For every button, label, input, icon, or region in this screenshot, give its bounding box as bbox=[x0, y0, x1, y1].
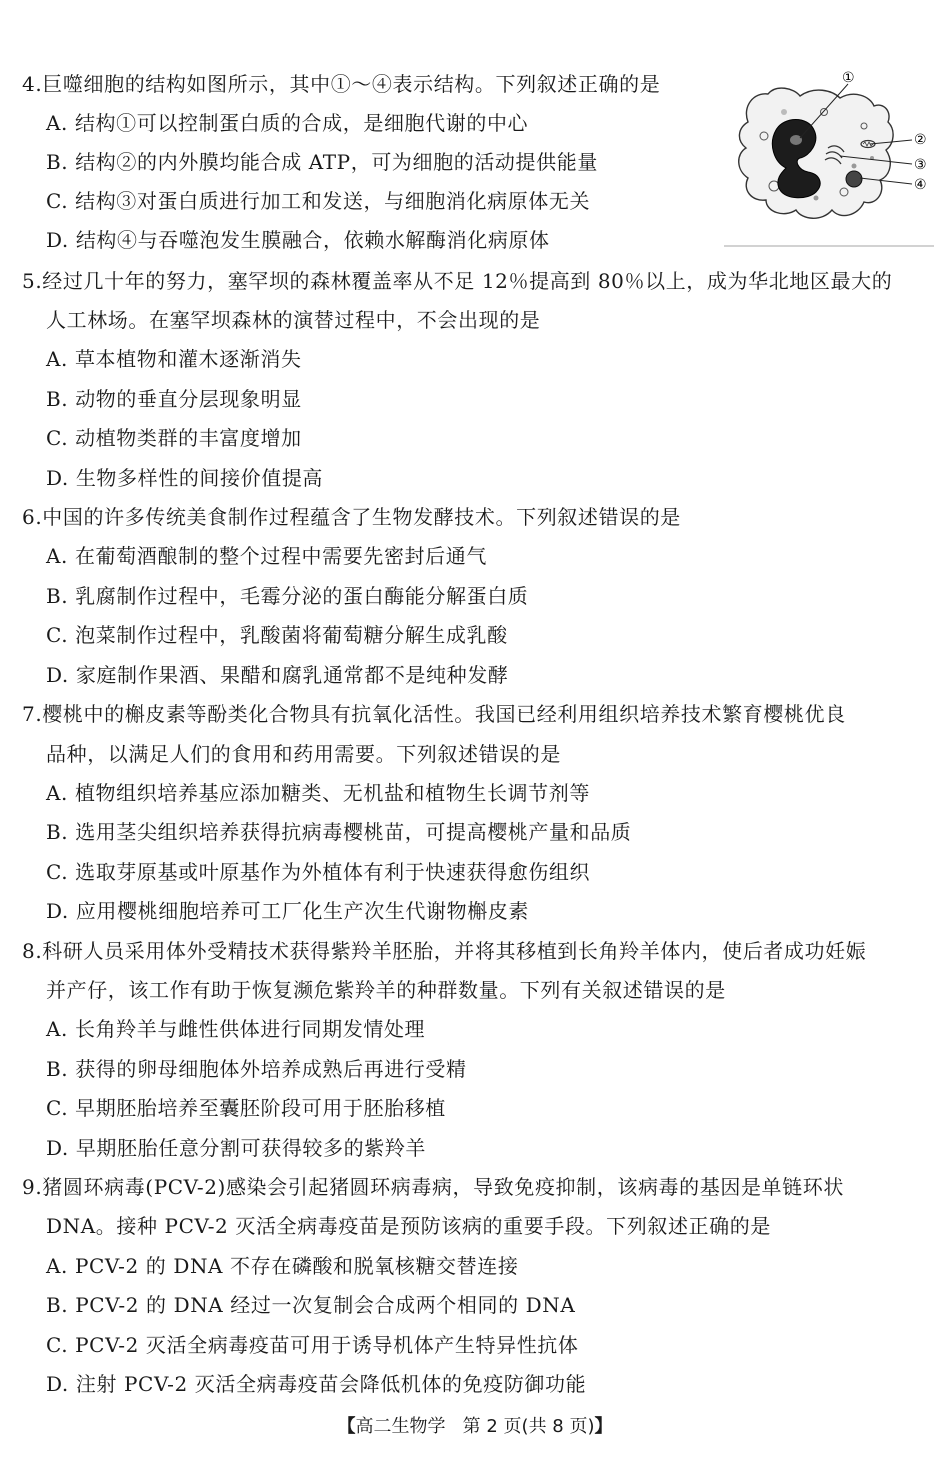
q5-option-d: D. 生物多样性的间接价值提高 bbox=[46, 466, 324, 490]
q7-option-d: D. 应用樱桃细胞培养可工厂化生产次生代谢物槲皮素 bbox=[46, 899, 530, 923]
figure-label-3: ③ bbox=[914, 157, 927, 173]
q8-number: 8. bbox=[22, 939, 43, 963]
page-footer bbox=[0, 1414, 950, 1440]
q5-option-c: C. 动植物类群的丰富度增加 bbox=[46, 426, 302, 450]
q4-option-a: A. 结构①可以控制蛋白质的合成，是细胞代谢的中心 bbox=[46, 111, 529, 135]
q8-option-b: B. 获得的卵母细胞体外培养成熟后再进行受精 bbox=[46, 1057, 467, 1081]
q9-option-b: B. PCV-2 的 DNA 经过一次复制会合成两个相同的 DNA bbox=[46, 1293, 576, 1317]
q5-stem-line-1: 5.经过几十年的努力，塞罕坝的森林覆盖率从不足 12％提高到 80％以上，成为华北地区最大的 bbox=[22, 269, 893, 293]
footer-subject: 高二生物学 bbox=[355, 1416, 446, 1437]
q8-option-a: A. 长角羚羊与雌性供体进行同期发情处理 bbox=[46, 1017, 426, 1041]
q7-option-a: A. 植物组织培养基应添加糖类、无机盐和植物生长调节剂等 bbox=[46, 781, 590, 805]
q8-option-d: D. 早期胚胎任意分割可获得较多的紫羚羊 bbox=[46, 1136, 427, 1160]
q7-stem-line-1: 7.樱桃中的槲皮素等酚类化合物具有抗氧化活性。我国已经利用组织培养技术繁育樱桃优良 bbox=[22, 702, 846, 726]
q7-stem-line-2: 品种，以满足人们的食用和药用需要。下列叙述错误的是 bbox=[46, 742, 561, 766]
q9-option-c: C. PCV-2 灭活全病毒疫苗可用于诱导机体产生特异性抗体 bbox=[46, 1333, 579, 1357]
q4-stem-line-1: 4.巨噬细胞的结构如图所示，其中①～④表示结构。下列叙述正确的是 bbox=[22, 72, 661, 96]
footer-bracket-close: 】 bbox=[594, 1416, 613, 1437]
q7-option-b: B. 选用茎尖组织培养获得抗病毒樱桃苗，可提高樱桃产量和品质 bbox=[46, 820, 632, 844]
q9-option-a: A. PCV-2 的 DNA 不存在磷酸和脱氧核糖交替连接 bbox=[46, 1254, 519, 1278]
q6-stem-line-1: 6.中国的许多传统美食制作过程蕴含了生物发酵技术。下列叙述错误的是 bbox=[22, 505, 681, 529]
lysosome bbox=[846, 171, 862, 187]
q6-option-d: D. 家庭制作果酒、果醋和腐乳通常都不是纯种发酵 bbox=[46, 663, 509, 687]
q6-option-b: B. 乳腐制作过程中，毛霉分泌的蛋白酶能分解蛋白质 bbox=[46, 584, 529, 608]
footer-bracket-open: 【 bbox=[337, 1416, 356, 1437]
figure-label-2: ② bbox=[914, 132, 927, 148]
q5-number: 5. bbox=[22, 269, 43, 293]
q9-option-d: D. 注射 PCV-2 灭活全病毒疫苗会降低机体的免疫防御功能 bbox=[46, 1372, 587, 1396]
q9-stem-line-1: 9.猪圆环病毒(PCV-2)感染会引起猪圆环病毒病，导致免疫抑制，该病毒的基因是单链环状 bbox=[22, 1175, 844, 1199]
q6-option-c: C. 泡菜制作过程中，乳酸菌将葡萄糖分解生成乳酸 bbox=[46, 623, 508, 647]
q5-option-a: A. 草本植物和灌木逐渐消失 bbox=[46, 347, 302, 371]
q6-number: 6. bbox=[22, 505, 43, 529]
q8-stem-line-1: 8.科研人员采用体外受精技术获得紫羚羊胚胎，并将其移植到长角羚羊体内，使后者成功妊娠 bbox=[22, 939, 867, 963]
figure-label-1: ① bbox=[842, 70, 855, 86]
q8-stem-line-2: 并产仔，该工作有助于恢复濒危紫羚羊的种群数量。下列有关叙述错误的是 bbox=[46, 978, 726, 1002]
q4-option-d: D. 结构④与吞噬泡发生膜融合，依赖水解酶消化病原体 bbox=[46, 228, 550, 252]
figure-label-4: ④ bbox=[914, 177, 927, 193]
q5-stem-line-2: 人工林场。在塞罕坝森林的演替过程中，不会出现的是 bbox=[46, 308, 541, 332]
macrophage-figure bbox=[724, 66, 936, 250]
q9-number: 9. bbox=[22, 1175, 43, 1199]
q4-option-b: B. 结构②的内外膜均能合成 ATP，可为细胞的活动提供能量 bbox=[46, 150, 598, 174]
q6-option-a: A. 在葡萄酒酿制的整个过程中需要先密封后通气 bbox=[46, 544, 487, 568]
q4-option-c: C. 结构③对蛋白质进行加工和发送，与细胞消化病原体无关 bbox=[46, 189, 591, 213]
footer-page: 第 2 页(共 8 页) bbox=[462, 1416, 595, 1437]
q5-option-b: B. 动物的垂直分层现象明显 bbox=[46, 387, 302, 411]
q7-option-c: C. 选取芽原基或叶原基作为外植体有利于快速获得愈伤组织 bbox=[46, 860, 591, 884]
q9-stem-line-2: DNA。接种 PCV-2 灭活全病毒疫苗是预防该病的重要手段。下列叙述正确的是 bbox=[46, 1214, 771, 1238]
q7-number: 7. bbox=[22, 702, 43, 726]
q8-option-c: C. 早期胚胎培养至囊胚阶段可用于胚胎移植 bbox=[46, 1096, 446, 1120]
q4-number: 4. bbox=[22, 72, 43, 96]
